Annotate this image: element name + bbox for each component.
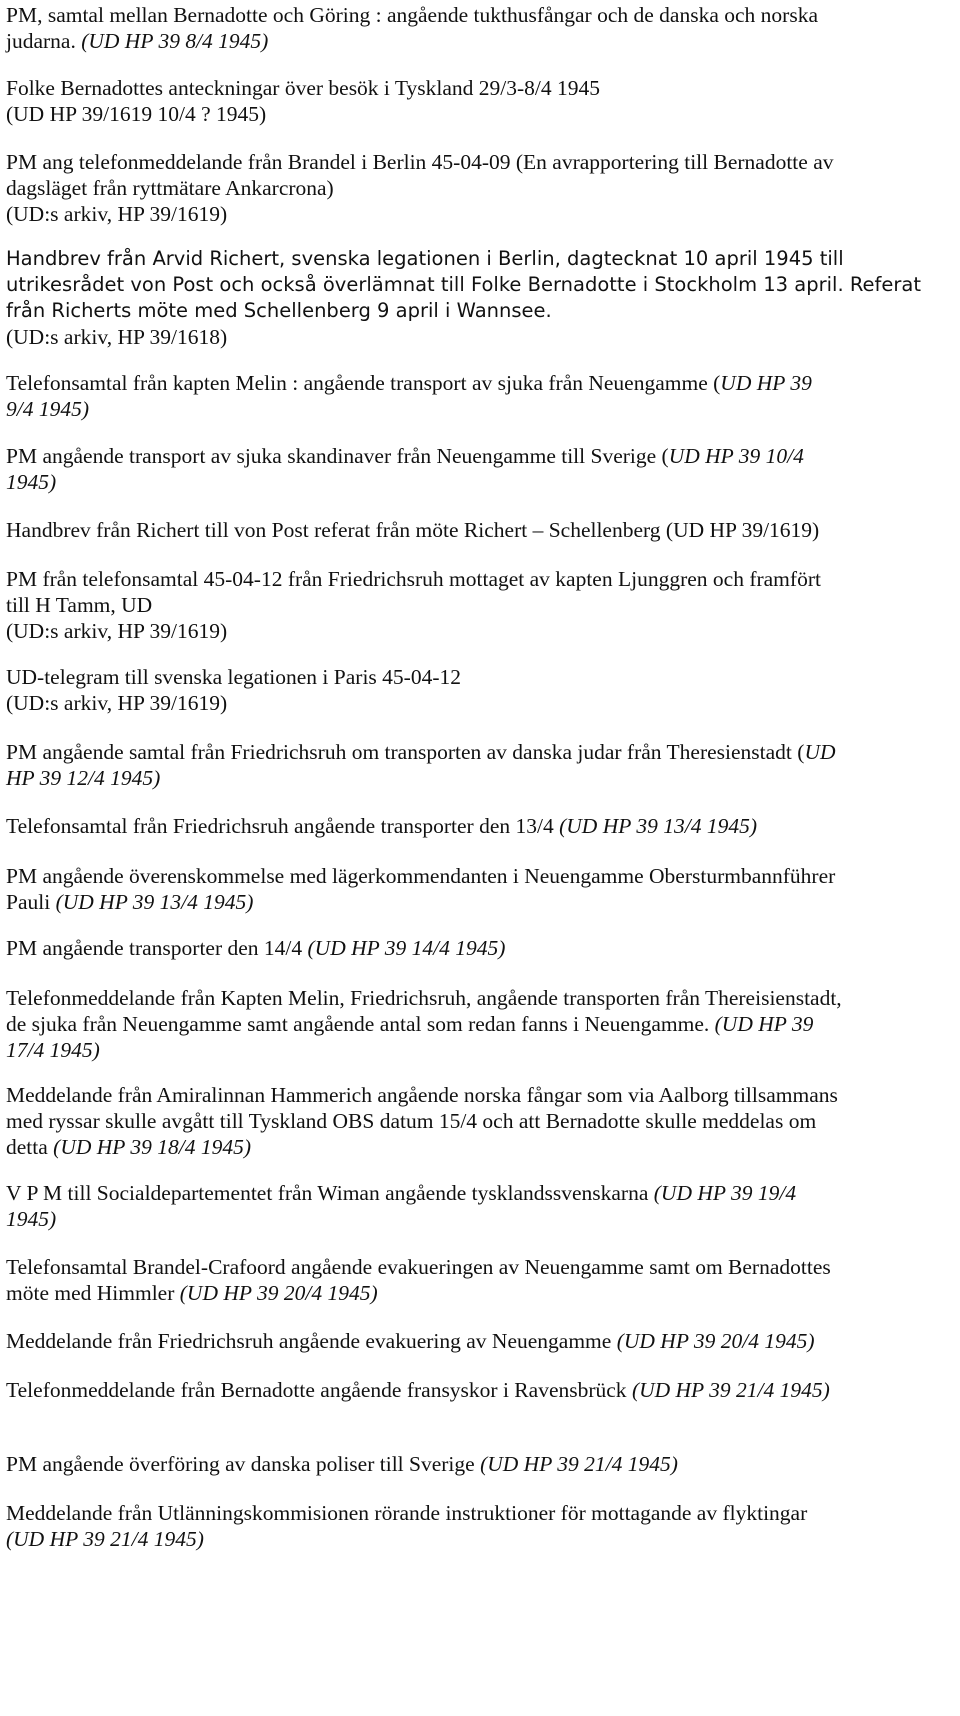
- archive-reference: (UD HP 39: [714, 1012, 814, 1036]
- entry-line: [6, 813, 954, 839]
- entry-line: [6, 1280, 954, 1306]
- entry-text: PM angående överenskommelse med lägerkommendanten i Neuengamme Obersturmbannführer: [6, 864, 836, 888]
- entry-line: [6, 469, 954, 495]
- entry-line: [6, 863, 954, 889]
- entry-text: UD-telegram till svenska legationen i Paris 45-04-12: [6, 665, 461, 689]
- entry-text-tail: Referat: [843, 273, 921, 296]
- entry-line: [6, 272, 954, 298]
- entry-text: Handbrev från Richert till von Post referat från möte Richert – Schellenberg (UD HP 39/1619): [6, 518, 820, 542]
- entry-text: utrikesrådet von Post och också överlämnat till Folke Bernadotte i Stockholm 13 april.: [6, 273, 844, 296]
- entry-text: Telefonsamtal från Friedrichsruh angående transporter den 13/4: [6, 814, 560, 838]
- archive-reference: (UD HP 39 13/4 1945): [559, 814, 757, 838]
- entry-line: [6, 1011, 954, 1037]
- archive-entry: [6, 863, 954, 915]
- entry-line: [6, 246, 954, 272]
- entry-line: [6, 690, 954, 716]
- archive-reference: 1945): [6, 1207, 57, 1231]
- entry-line: [6, 1206, 954, 1232]
- archive-entry: [6, 664, 954, 716]
- entry-text: PM, samtal mellan Bernadotte och Göring : angående tukthusfångar och de danska och norska: [6, 3, 818, 27]
- entry-line: [6, 618, 954, 644]
- archive-entry: [6, 1180, 954, 1232]
- archive-entry: [6, 1328, 954, 1354]
- archive-entry: [6, 1377, 954, 1403]
- entry-text: judarna.: [6, 29, 82, 53]
- archive-reference: (UD HP 39 8/4 1945): [81, 29, 269, 53]
- archive-entry: [6, 246, 954, 350]
- archive-entry: [6, 370, 954, 422]
- entry-text: Telefonsamtal från kapten Melin : angående transport av sjuka från Neuengamme (: [6, 371, 721, 395]
- archive-entry: [6, 1082, 954, 1160]
- entry-text: (UD HP 39/1619 10/4 ? 1945): [6, 102, 267, 126]
- entry-line: [6, 1526, 954, 1552]
- entry-line: [6, 664, 954, 690]
- entry-line: [6, 1108, 954, 1134]
- entry-line: [6, 149, 954, 175]
- archive-entry: [6, 566, 954, 644]
- entry-line: [6, 396, 954, 422]
- archive-entry: [6, 517, 954, 543]
- entry-text: Meddelande från Utlänningskommisionen rörande instruktioner för mottagande av flyktingar: [6, 1501, 808, 1525]
- entry-text: de sjuka från Neuengamme samt angående antal som redan fanns i Neuengamme.: [6, 1012, 715, 1036]
- archive-entry: [6, 935, 954, 961]
- entry-line: [6, 1082, 954, 1108]
- entry-line: [6, 592, 954, 618]
- entry-line: [6, 1134, 954, 1160]
- entry-text: Meddelande från Amiralinnan Hammerich angående norska fångar som via Aalborg tillsammans: [6, 1083, 838, 1107]
- archive-entry: [6, 813, 954, 839]
- entry-line: [6, 1328, 954, 1354]
- entry-line: [6, 517, 954, 543]
- entry-line: [6, 935, 954, 961]
- archive-entry: [6, 1451, 954, 1477]
- entry-text: V P M till Socialdepartementet från Wiman angående tysklandssvenskarna: [6, 1181, 654, 1205]
- entry-line: [6, 1500, 954, 1526]
- archive-entry: [6, 443, 954, 495]
- entry-text: Meddelande från Friedrichsruh angående evakuering av Neuengamme: [6, 1329, 617, 1353]
- archive-reference: (UD HP 39 18/4 1945): [53, 1135, 252, 1159]
- entry-text: Telefonmeddelande från Kapten Melin, Friedrichsruh, angående transporten från Thereisienstadt,: [6, 986, 842, 1010]
- archive-reference: UD HP 39 10/4: [668, 444, 804, 468]
- entry-text: dagsläget från ryttmätare Ankarcrona): [6, 176, 334, 200]
- entry-text: PM angående samtal från Friedrichsruh om transporten av danska judar från Theresienstadt (: [6, 740, 805, 764]
- entry-line: [6, 75, 954, 101]
- archive-reference: (UD HP 39 21/4 1945): [631, 1378, 830, 1402]
- archive-reference: UD: [804, 740, 836, 764]
- entry-text: till H Tamm, UD: [6, 593, 153, 617]
- entry-text: (UD:s arkiv, HP 39/1619): [6, 691, 228, 715]
- archive-reference: (UD HP 39 13/4 1945): [55, 890, 254, 914]
- entry-line: [6, 1451, 954, 1477]
- entry-line: [6, 765, 954, 791]
- archive-reference: (UD HP 39 21/4 1945): [6, 1527, 204, 1551]
- entry-line: [6, 101, 954, 127]
- entry-line: [6, 889, 954, 915]
- entry-line: [6, 201, 954, 227]
- entry-line: [6, 739, 954, 765]
- entry-line: [6, 2, 954, 28]
- entry-line: [6, 28, 954, 54]
- archive-reference: (UD HP 39 19/4: [653, 1181, 797, 1205]
- archive-entry: [6, 739, 954, 791]
- entry-line: [6, 1377, 954, 1403]
- entry-text: Telefonmeddelande från Bernadotte angående fransyskor i Ravensbrück: [6, 1378, 632, 1402]
- archive-reference: (UD HP 39 14/4 1945): [307, 936, 506, 960]
- entry-text: Folke Bernadottes anteckningar över besök i Tyskland 29/3-8/4 1945: [6, 76, 601, 100]
- entry-text: PM från telefonsamtal 45-04-12 från Friedrichsruh mottaget av kapten Ljunggren och framfört: [6, 567, 821, 591]
- archive-reference: UD HP 39: [720, 371, 812, 395]
- entry-text: Telefonsamtal Brandel-Crafoord angående evakueringen av Neuengamme samt om Bernadottes: [6, 1255, 831, 1279]
- entry-line: [6, 985, 954, 1011]
- entry-line: [6, 298, 954, 324]
- entry-text: PM angående transport av sjuka skandinaver från Neuengamme till Sverige (: [6, 444, 669, 468]
- entry-text: PM angående överföring av danska poliser till Sverige: [6, 1452, 481, 1476]
- entry-text: (UD:s arkiv, HP 39/1619): [6, 619, 228, 643]
- archive-reference: (UD HP 39 21/4 1945): [480, 1452, 678, 1476]
- archive-entry: [6, 1254, 954, 1306]
- entry-text: (UD:s arkiv, HP 39/1618): [6, 325, 228, 349]
- entry-line: [6, 443, 954, 469]
- archive-reference: (UD HP 39 20/4 1945): [616, 1329, 815, 1353]
- archive-reference: (UD HP 39 20/4 1945): [179, 1281, 378, 1305]
- entry-text: PM ang telefonmeddelande från Brandel i Berlin 45-04-09 (En avrapportering till Bernadotte av: [6, 150, 834, 174]
- entry-text: från Richerts möte med Schellenberg 9 april i Wannsee.: [6, 299, 552, 322]
- entry-text: möte med Himmler: [6, 1281, 180, 1305]
- archive-reference: 17/4 1945): [6, 1038, 100, 1062]
- archive-reference: HP 39 12/4 1945): [6, 766, 161, 790]
- entry-line: [6, 1254, 954, 1280]
- entry-text: Handbrev från Arvid Richert, svenska legationen i Berlin, dagtecknat 10 april 1945 till: [6, 247, 844, 270]
- archive-reference: 1945): [6, 470, 57, 494]
- entry-text: (UD:s arkiv, HP 39/1619): [6, 202, 228, 226]
- entry-line: [6, 324, 954, 350]
- entry-text: Pauli: [6, 890, 56, 914]
- entry-text: med ryssar skulle avgått till Tyskland OBS datum 15/4 och att Bernadotte skulle meddelas om: [6, 1109, 817, 1133]
- entry-text: detta: [6, 1135, 54, 1159]
- entry-line: [6, 1180, 954, 1206]
- archive-reference: 9/4 1945): [6, 397, 90, 421]
- entry-text: PM angående transporter den 14/4: [6, 936, 308, 960]
- entry-line: [6, 1037, 954, 1063]
- entry-line: [6, 175, 954, 201]
- archive-entry: [6, 1500, 954, 1552]
- entry-line: [6, 370, 954, 396]
- entry-line: [6, 566, 954, 592]
- archive-entry: [6, 75, 954, 127]
- archive-entry: [6, 149, 954, 227]
- archive-entry: [6, 985, 954, 1063]
- archive-entry: [6, 2, 954, 54]
